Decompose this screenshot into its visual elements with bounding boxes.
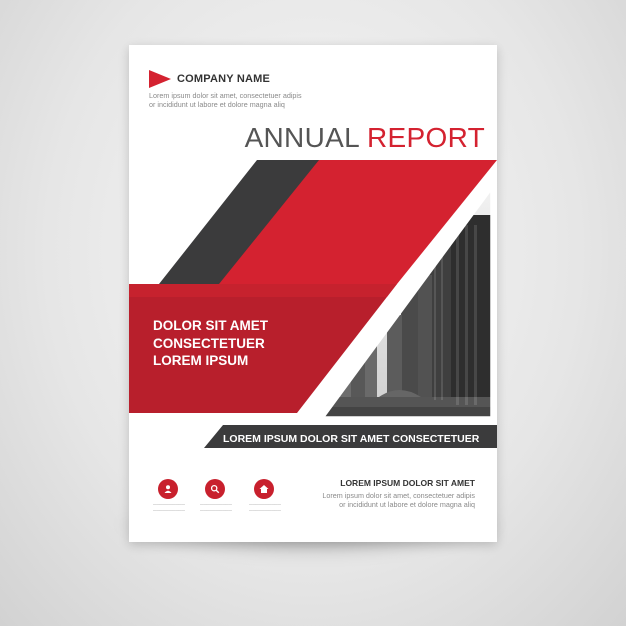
header-tagline: Lorem ipsum dolor sit amet, consectetuer adipis or incididunt ut labore et dolore magna aliq	[149, 91, 302, 109]
title-word-report: REPORT	[367, 122, 485, 153]
icon-caption-lines: ────────── ──────────	[153, 502, 185, 513]
footer-body-text: Lorem ipsum dolor sit amet, consectetuer adipis or incididunt ut labore et dolore magna aliq	[322, 491, 475, 509]
report-cover	[129, 45, 497, 542]
title-word-annual: ANNUAL	[244, 122, 359, 153]
search-icon	[205, 479, 225, 499]
home-icon	[254, 479, 274, 499]
company-name: COMPANY NAME	[177, 73, 271, 85]
footer-heading: LOREM IPSUM DOLOR SIT AMET	[340, 478, 475, 488]
user-icon	[158, 479, 178, 499]
icon-caption-lines: ────────── ──────────	[200, 502, 232, 513]
cover-artwork	[129, 45, 497, 542]
red-panel-text: DOLOR SIT AMET CONSECTETUER LOREM IPSUM	[153, 318, 268, 368]
banner-text: LOREM IPSUM DOLOR SIT AMET CONSECTETUER	[223, 433, 480, 445]
icon-caption-lines: ────────── ──────────	[249, 502, 281, 513]
